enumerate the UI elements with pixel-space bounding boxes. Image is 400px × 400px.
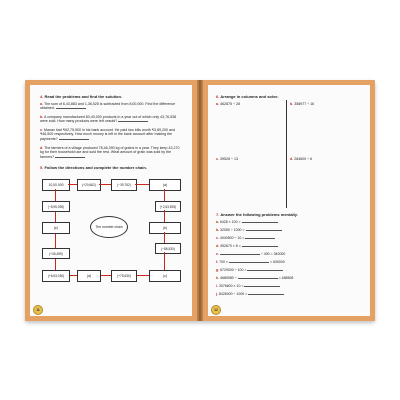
chain-op-8-label: (−8,95,390) [47,204,65,209]
answer-line[interactable] [245,236,275,239]
chain-box-a-label: (a) [162,183,168,187]
q7-text-i: 3376600 × 10 = [218,284,244,288]
chain-op-3 [155,201,181,212]
q4-text-b: A company manufactured 83,40,000 products in a year out of which only 43,76,538 were sold. How many products were left unsold? [40,115,177,124]
q6-item-b [290,102,314,106]
left-page-content [30,85,192,316]
chain-start-box [42,179,70,191]
q7-text-a: 6428 × 100 = [219,220,241,224]
q6-letter-b: b. [290,102,294,106]
q6-item-d [290,157,312,161]
q6-title: Arrange in columns and solve. [220,94,279,99]
q7-text-d: 452670 × 8 = [220,244,241,248]
chain-op-4-label: (−86,530) [161,246,175,251]
q6-letter-c: c. [216,157,219,161]
q7-letter-j: j. [216,292,218,296]
q6-text-b: 358977 ÷ 16 [294,102,315,106]
q4-letter-d: d. [40,146,44,150]
q4-item-a [40,102,180,111]
answer-line[interactable] [242,244,278,247]
page-number-badge [211,305,221,315]
q7-text-b: 32050 ÷ 1000 = [220,228,245,232]
answer-line[interactable] [59,137,89,140]
q7-letter-c: c. [216,236,219,240]
q4-text-a: The sum of 6,43,883 and 1,36,525 is subtracted from 8,00,000. Find the difference obtained. [40,102,176,111]
chain-arrow [164,252,165,270]
q7-letter-a: a. [216,220,219,224]
chain-center-label: The number chain [95,225,123,229]
q7-number: 7. [216,212,220,217]
page-number-badge [33,305,43,315]
chain-op-5-label: (+75,630) [117,274,131,278]
page-number-right: 12 [214,308,218,312]
q7-item-g [216,268,283,272]
chain-op-3-label: (+2,63,893) [159,204,177,209]
page-number-left: 11 [36,308,40,312]
q4-letter-c: c. [40,128,43,132]
chain-center-oval [90,216,128,238]
chain-start-value: 10,00,000 [48,183,64,187]
q7-letter-f: f. [216,260,219,264]
answer-line[interactable] [118,119,148,122]
q6-item-c [216,157,238,161]
q6-item-a [216,102,240,106]
chain-arrow [164,210,165,222]
q4-letter-a: a. [40,102,43,106]
answer-line[interactable] [55,155,85,158]
q7-text-c: 4040500 ÷ 10 = [219,236,245,240]
q6-heading [216,94,279,99]
chain-arrow [55,189,56,201]
q7-item-e [216,252,285,256]
chain-box-c-label: (c) [163,274,167,278]
chain-arrow [135,184,149,185]
q6-text-c: 39528 ÷ 13 [220,157,238,161]
chain-op-5 [111,270,137,282]
chain-arrow [55,232,56,248]
q7-item-i [216,284,280,288]
answer-line[interactable] [238,276,278,279]
chain-box-d[interactable] [77,270,101,282]
q7-letter-h: h. [216,276,220,280]
right-page-content [208,85,370,316]
q7-text-g: 6729000 ÷ 100 = [220,268,247,272]
chain-op-6 [42,270,70,282]
answer-line[interactable] [220,252,260,255]
q7-suffix-e: ÷ 400 = 340000 [260,252,286,256]
q6-text-d: 284600 ÷ 6 [294,157,313,161]
chain-op-2-label: (−39,762) [117,183,131,187]
open-workbook [25,80,375,321]
q7-letter-e: e. [216,252,219,256]
answer-line[interactable] [56,106,86,109]
chain-box-e[interactable] [42,222,70,234]
q7-suffix-h: = 468508 [278,276,294,280]
q7-text-h: 4685080 ÷ [220,276,237,280]
chain-op-1 [77,179,101,191]
q7-letter-b: b. [216,228,220,232]
q7-letter-i: i. [216,284,218,288]
q5-number: 5. [40,165,44,170]
q6-column-divider [286,100,287,208]
chain-box-d-label: (d) [86,274,92,278]
chain-arrow [135,275,149,276]
q7-text-j: 8426000 ÷ 1000 = [218,292,248,296]
chain-op-7-label: (+36,459) [49,251,63,256]
right-page [203,80,375,321]
answer-line[interactable] [242,220,278,223]
chain-arrow [68,184,77,185]
q7-item-h [216,276,293,280]
q7-letter-d: d. [216,244,220,248]
q4-heading [40,94,122,99]
chain-box-c[interactable] [149,270,181,282]
chain-op-2 [111,179,137,191]
q7-heading [216,212,298,217]
chain-op-7 [42,248,70,259]
answer-line[interactable] [247,268,283,271]
q5-heading [40,165,147,170]
q5-title: Follow the directions and complete the number chain. [44,165,147,170]
chain-box-e-label: (e) [53,226,59,230]
q4-text-c: Manav had ₹62,75,500 in his bank account. He paid two bills worth ₹3,89,200 and ₹46,500 respectively. How much money is left in the bank account after making the payments? [40,128,176,141]
chain-box-b[interactable] [149,222,181,234]
q6-text-a: 462875 ÷ 28 [220,102,240,106]
answer-line[interactable] [229,260,269,263]
q4-text-d: The farmers of a village produced 78,46,390 kg of grains in a year. They keep 43,270 kg for their household use and sold the rest. What amount of grain was sold by the farmers? [40,146,180,159]
q4-title: Read the problems and find the solution. [44,94,123,99]
q6-letter-a: a. [216,102,219,106]
q7-item-j [216,292,284,296]
chain-arrow [164,189,165,201]
chain-op-6-label: (+6,63,030) [47,274,65,278]
q7-item-a [216,220,278,224]
q4-item-b [40,115,180,124]
q4-item-c [40,128,180,141]
q7-item-c [216,236,275,240]
chain-op-4 [155,243,181,254]
left-page [25,80,197,321]
q7-letter-g: g. [216,268,220,272]
chain-box-a[interactable] [149,179,181,191]
chain-arrow [99,184,111,185]
q4-item-d [40,146,180,159]
q7-item-b [216,228,282,232]
q6-number: 6. [216,94,220,99]
answer-line[interactable] [248,292,284,295]
chain-op-8 [42,201,70,212]
q7-title: Answer the following problems mentally. [220,212,298,217]
q7-text-f: 700 × [219,260,228,264]
q6-letter-d: d. [290,157,294,161]
q7-item-d [216,244,278,248]
q7-suffix-f: = 630000 [269,260,285,264]
chain-arrow [164,232,165,243]
chain-box-b-label: (b) [162,226,168,230]
chain-op-1-label: (+20,662) [82,183,96,187]
answer-line[interactable] [244,284,280,287]
answer-line[interactable] [246,228,282,231]
q7-item-f [216,260,285,264]
q4-letter-b: b. [40,115,44,119]
q4-number: 4. [40,94,44,99]
